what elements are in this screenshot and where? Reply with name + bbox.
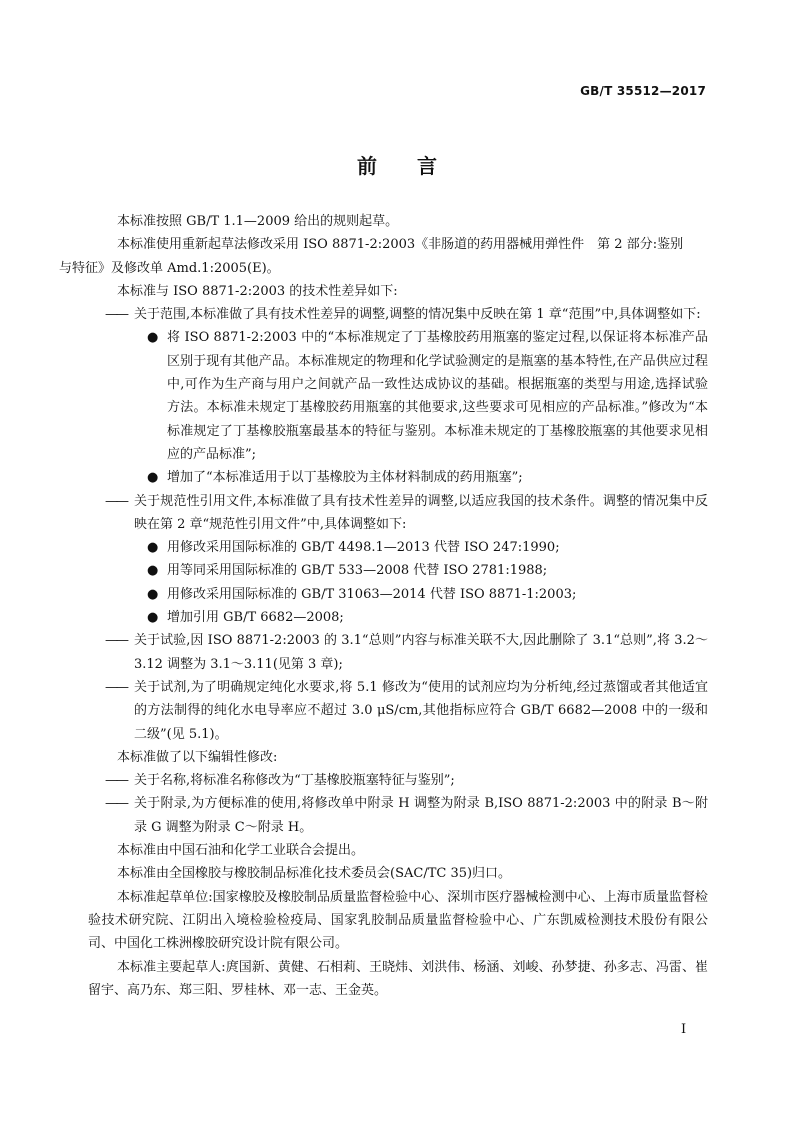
- bullet-icon: ●: [147, 540, 159, 556]
- dash-mark: ——: [105, 493, 127, 509]
- bullet-icon: ●: [147, 563, 159, 579]
- paragraph: 本标准按照 GB/T 1.1—2009 给出的规则起草。: [117, 214, 399, 229]
- paragraph: 本标准做了以下编辑性修改:: [117, 749, 278, 765]
- bullet-text: 将 ISO 8871-2:2003 中的“本标准规定了丁基橡胶药用瓶塞的鉴定过程,以保证将本标准产品区别于现有其他产品。本标准规定的物理和化学试验测定的是瓶塞的基本特性,在产品供应过程中,可作为生产商与用户之间就产品一致性达成协议的基础。根据瓶塞的类型与用途,选择试验方法。本标准未规定丁基橡胶药用瓶塞的其他要求,这些要求可见相应的产品标准。”修改为“本标准规定了丁基橡胶瓶塞最基本的特征与鉴别。本标准未规定的丁基橡胶瓶塞的其他要求见相应的产品标准”;: [167, 330, 708, 462]
- paragraph: 本标准主要起草人:庹国新、黄健、石相莉、王晓炜、刘洪伟、杨涵、刘峻、孙梦捷、孙多志、冯雷、崔留宇、高乃东、郑三阳、罗桂林、邓一志、王金英。: [88, 959, 708, 998]
- standard-code: GB/T 35512—2017: [580, 84, 706, 98]
- paragraph: [59, 233, 708, 280]
- bullet-text: 增加了“本标准适用于以丁基橡胶为主体材料制成的药用瓶塞”;: [167, 470, 523, 486]
- paragraph: 本标准由中国石油和化学工业联合会提出。: [117, 843, 365, 859]
- dash-text: 关于名称,将标准名称修改为“丁基橡胶瓶塞特征与鉴别”;: [134, 773, 455, 789]
- page-title: 前言: [357, 154, 477, 178]
- bullet-icon: ●: [147, 586, 159, 602]
- bullet-text: 用修改采用国际标准的 GB/T 31063—2014 代替 ISO 8871-1:2003;: [167, 586, 577, 602]
- dash-text: 关于范围,本标准做了具有技术性差异的调整,调整的情况集中反映在第 1 章“范围”中,具体调整如下:: [134, 307, 701, 323]
- bullet-text: 增加引用 GB/T 6682—2008;: [167, 610, 344, 626]
- dash-mark: ——: [105, 679, 127, 695]
- dash-item: [105, 676, 708, 746]
- dash-item: [105, 769, 708, 792]
- dash-item: [105, 792, 708, 839]
- bullet-item: [143, 583, 708, 606]
- dash-text: 关于附录,为方便标准的使用,将修改单中附录 H 调整为附录 B,ISO 8871-2:2003 中的附录 B～附录 G 调整为附录 C～附录 H。: [134, 796, 708, 835]
- paragraph: 本标准起草单位:国家橡胶及橡胶制品质量监督检验中心、深圳市医疗器械检测中心、上海市质量监督检验技术研究院、江阴出入境检验检疫局、国家乳胶制品质量监督检验中心、广东凯威检测技术股份有限公司、中国化工株洲橡胶研究设计院有限公司。: [88, 889, 708, 952]
- bullet-item: [143, 536, 708, 559]
- dash-item: [105, 490, 708, 537]
- paragraph-line: 本标准使用重新起草法修改采用 ISO 8871-2:2003《非肠道的药用器械用弹性件 第 2 部分:鉴别: [117, 237, 684, 253]
- bullet-icon: ●: [147, 470, 159, 486]
- bullet-item: [143, 466, 708, 489]
- dash-item: [105, 629, 708, 676]
- paragraph: 本标准由全国橡胶与橡胶制品标准化技术委员会(SAC/TC 35)归口。: [117, 866, 512, 882]
- paragraph: 本标准与 ISO 8871-2:2003 的技术性差异如下:: [117, 283, 398, 299]
- bullet-item: [143, 326, 708, 466]
- bullet-text: 用等同采用国际标准的 GB/T 533—2008 代替 ISO 2781:1988;: [167, 563, 548, 579]
- dash-text: 关于试剂,为了明确规定纯化水要求,将 5.1 修改为“使用的试剂应均为分析纯,经过蒸馏或者其他适宜的方法制得的纯化水电导率应不超过 3.0 μS/cm,其他指标应符合 GB/T 6682—2008 中的一级和二级”(见 5.1)。: [134, 679, 708, 742]
- document-body: [59, 210, 708, 1002]
- dash-item: [105, 303, 708, 326]
- dash-mark: ——: [105, 796, 127, 812]
- dash-text: 关于试验,因 ISO 8871-2:2003 的 3.1“总则”内容与标准关联不大,因此删除了 3.1“总则”,将 3.2～3.12 调整为 3.1～3.11(见第 3 章);: [134, 633, 708, 672]
- dash-mark: ——: [105, 633, 127, 649]
- paragraph-line: 与特征》及修改单 Amd.1:2005(E)。: [59, 260, 280, 276]
- bullet-item: [143, 606, 708, 629]
- bullet-icon: ●: [147, 610, 159, 626]
- bullet-text: 用修改采用国际标准的 GB/T 4498.1—2013 代替 ISO 247:1990;: [167, 540, 560, 556]
- page-number: I: [681, 1022, 687, 1037]
- bullet-icon: ●: [147, 330, 159, 346]
- dash-text: 关于规范性引用文件,本标准做了具有技术性差异的调整,以适应我国的技术条件。调整的情况集中反映在第 2 章“规范性引用文件”中,具体调整如下:: [134, 493, 708, 532]
- dash-mark: ——: [105, 307, 127, 323]
- bullet-item: [143, 559, 708, 582]
- dash-mark: ——: [105, 773, 127, 789]
